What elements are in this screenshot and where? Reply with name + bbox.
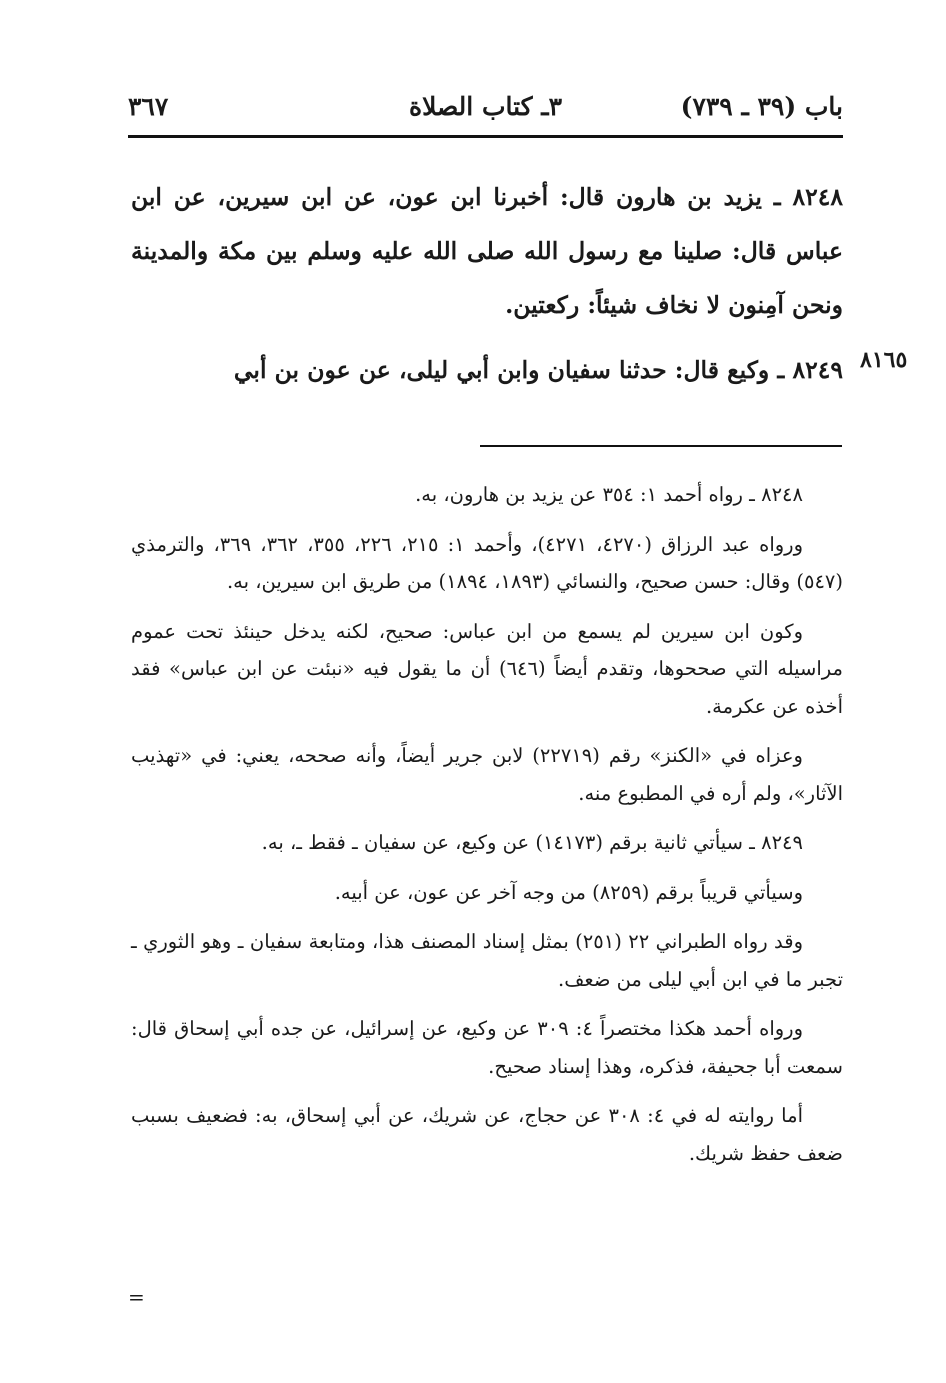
- margin-number: ٨١٦٥: [860, 347, 908, 373]
- chapter-heading: باب (٣٩ ـ ٧٣٩): [680, 92, 843, 121]
- footnote-rule: [480, 445, 842, 447]
- footnote-paragraph: ورواه عبد الرزاق (٤٢٧٠، ٤٢٧١)، وأحمد ١: ٢١٥، ٢٢٦، ٣٥٥، ٣٦٢، ٣٦٩، والترمذي (٥٤٧) وقال: حسن صحيح، والنسائي (١٨٩٣، ١٨٩٤) من طريق ابن سيرين، به.: [131, 532, 843, 593]
- footnote-paragraph: ٨٢٤٩ ـ سيأتي ثانية برقم (١٤١٧٣) عن وكيع، عن سفيان ـ فقط ـ، به.: [261, 831, 803, 854]
- footnote-paragraph: ورواه أحمد هكذا مختصراً ٤: ٣٠٩ عن وكيع، عن إسرائيل، عن جده أبي إسحاق قال: سمعت أبا جحيفة، فذكره، وهذا إسناد صحيح.: [131, 1017, 843, 1078]
- footnote-paragraph: ٨٢٤٨ ـ رواه أحمد ١: ٣٥٤ عن يزيد بن هارون، به.: [415, 483, 803, 506]
- page-number: ٣٦٧: [128, 92, 169, 121]
- footnote-paragraph: وكون ابن سيرين لم يسمع من ابن عباس: صحيح، لكنه يدخل حينئذ تحت عموم مراسيله التي صححوها، وتقدم أيضاً (٦٤٦) أن ما يقول فيه «نبئت عن ابن عباس» فقد أخذه عن عكرمة.: [131, 619, 843, 718]
- footnote-paragraph: وعزاه في «الكنز» رقم (٢٢٧١٩) لابن جرير أيضاً، وأنه صححه، يعني: في «تهذيب الآثار»، ولم أره في المطبوع منه.: [131, 744, 843, 805]
- header-rule: [128, 135, 843, 138]
- footnotes: [131, 476, 843, 1184]
- footnote-paragraph: وقد رواه الطبراني ٢٢ (٢٥١) بمثل إسناد المصنف هذا، ومتابعة سفيان ـ وهو الثوري ـ تجبر ما في ابن أبي ليلى من ضعف.: [131, 930, 843, 991]
- hadith-8248: ٨٢٤٨ ـ يزيد بن هارون قال: أخبرنا ابن عون، عن ابن سيرين، عن ابن عباس قال: صلينا مع رسول الله صلى الله عليه وسلم بين مكة والمدينة ونحن آمِنون لا نخاف شيئاً: ركعتين.: [131, 183, 843, 319]
- footnote-paragraph: وسيأتي قريباً برقم (٨٢٥٩) من وجه آخر عن عون، عن أبيه.: [334, 880, 803, 904]
- hadith-8249: ٨٢٤٩ ـ وكيع قال: حدثنا سفيان وابن أبي ليلى، عن عون بن أبي: [233, 356, 843, 384]
- book-title: ٣ـ كتاب الصلاة: [408, 92, 563, 121]
- running-header: [128, 92, 843, 132]
- footnote-paragraph: أما روايته له في ٤: ٣٠٨ عن حجاج، عن شريك، عن أبي إسحاق، به: فضعيف بسبب ضعف حفظ شريك.: [131, 1104, 843, 1165]
- continuation-mark: =: [128, 1285, 145, 1309]
